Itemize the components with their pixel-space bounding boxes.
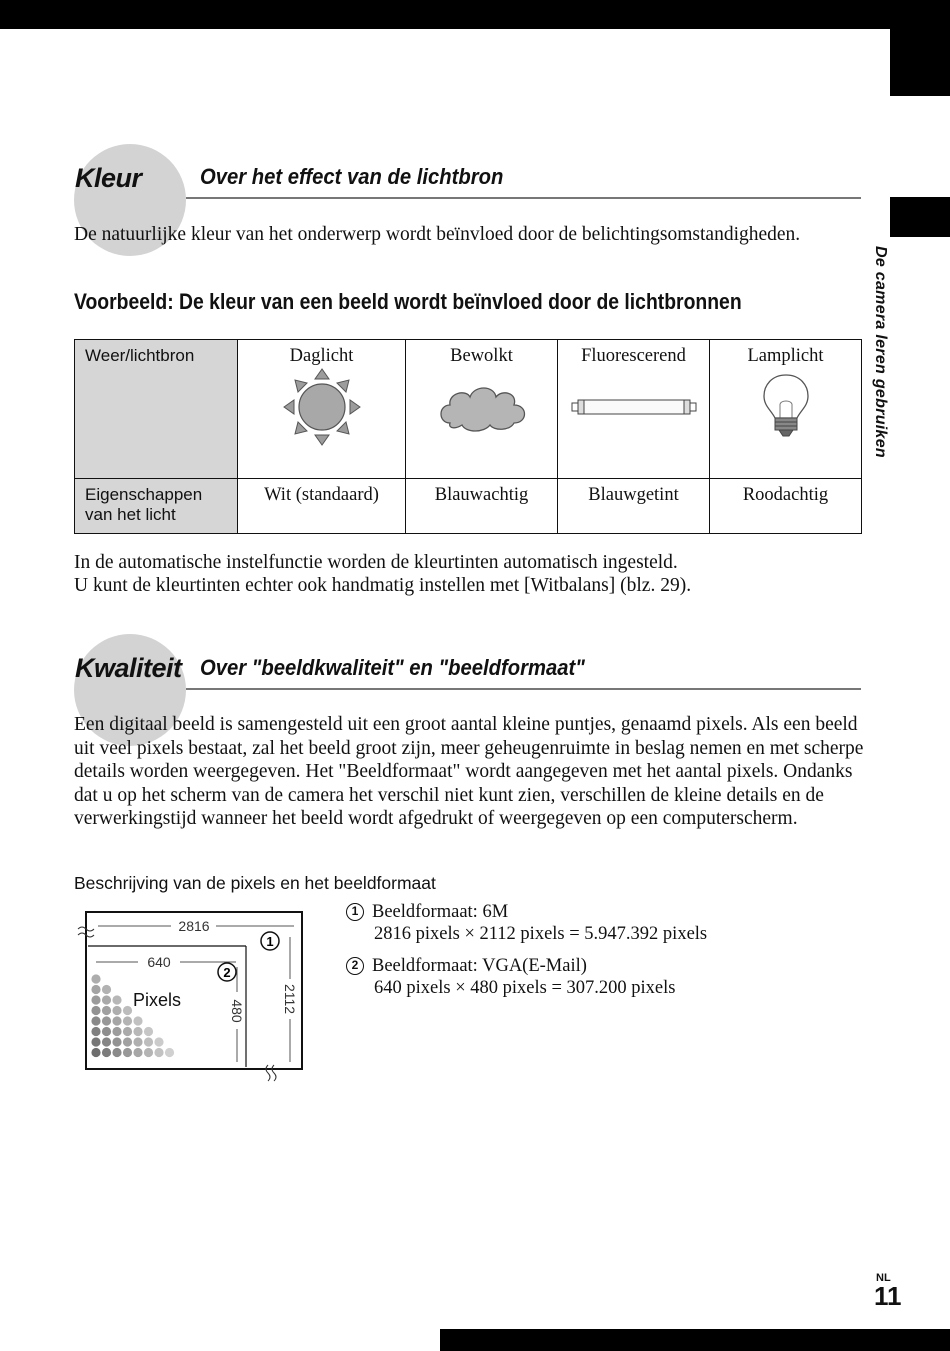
source-label: Daglicht — [289, 346, 354, 366]
label-pixels: Pixels — [133, 990, 182, 1010]
pixel-dot — [133, 1048, 142, 1057]
item-title: Beeldformaat: 6M — [372, 902, 509, 922]
note-line-1: In de automatische instelfunctie worden de kleurtinten automatisch ingesteld. — [74, 552, 678, 573]
pixel-dot — [102, 1027, 111, 1036]
section-title-kleur: Kleur — [75, 163, 142, 193]
pixel-dot — [154, 1037, 163, 1046]
table-cell-source — [558, 340, 710, 479]
pixel-dot — [154, 1048, 163, 1057]
pixel-dot — [112, 1006, 121, 1015]
fluorescent-tube-icon — [571, 395, 697, 419]
light-bulb-icon — [761, 372, 811, 442]
pixel-dot — [91, 1027, 100, 1036]
pixel-dot — [133, 1027, 142, 1036]
marker-1: 1 — [266, 934, 274, 949]
section-rule — [186, 197, 861, 199]
source-label: Fluorescerend — [581, 346, 686, 366]
table-cell-property: Wit (standaard) — [238, 479, 406, 534]
pixel-dot — [112, 1016, 121, 1025]
sun-icon — [282, 367, 362, 447]
top-bar — [0, 0, 950, 29]
section-rule — [186, 688, 861, 690]
source-label: Lamplicht — [747, 346, 824, 366]
note-line-2: U kunt de kleurtinten echter ook handmatig instellen met [Witbalans] (blz. 29). — [74, 575, 692, 596]
list-item — [346, 901, 707, 945]
table-cell-property: Blauwgetint — [558, 479, 710, 534]
corner-tab — [890, 0, 950, 96]
pixel-dot — [91, 1048, 100, 1057]
intro-text: De natuurlijke kleur van het onderwerp wordt beïnvloed door de belichtingsomstandigheden. — [74, 224, 801, 245]
pixel-dot — [133, 1016, 142, 1025]
table-cell-source — [710, 340, 862, 479]
table-cell-source — [238, 340, 406, 479]
table-cell-property: Roodachtig — [710, 479, 862, 534]
section-subtitle: Over "beeldkwaliteit" en "beeldformaat" — [200, 655, 585, 680]
pixel-dot — [144, 1048, 153, 1057]
label-480: 480 — [229, 999, 245, 1023]
pixel-dot — [165, 1048, 174, 1057]
pixel-dot — [144, 1037, 153, 1046]
pixel-dot — [102, 1016, 111, 1025]
item-detail: 2816 pixels × 2112 pixels = 5.947.392 pixels — [374, 924, 708, 944]
item-detail: 640 pixels × 480 pixels = 307.200 pixels — [374, 978, 676, 998]
marker-2: 2 — [223, 965, 231, 980]
pixel-dot — [112, 1048, 121, 1057]
cloud-icon — [436, 379, 528, 435]
page-number: 11 — [874, 1281, 902, 1311]
list-item — [346, 955, 675, 999]
pixel-dot — [123, 1037, 132, 1046]
pixel-dot — [112, 1037, 121, 1046]
source-label: Bewolkt — [450, 346, 513, 366]
pixel-dot — [91, 995, 100, 1004]
pixel-dot — [91, 1037, 100, 1046]
pixel-dot — [144, 1027, 153, 1036]
side-tab — [890, 197, 950, 237]
label-2112: 2112 — [282, 983, 298, 1015]
pixel-dot — [102, 1037, 111, 1046]
language-code: NL — [876, 1272, 891, 1284]
light-source-table — [74, 339, 862, 534]
pixel-dot — [102, 1048, 111, 1057]
example-heading: Voorbeeld: De kleur van een beeld wordt beïnvloed door de lichtbronnen — [74, 289, 742, 314]
section-subtitle: Over het effect van de lichtbron — [200, 164, 504, 189]
pixel-dot — [112, 1027, 121, 1036]
pixel-dot — [91, 1006, 100, 1015]
pixel-size-diagram — [76, 907, 316, 1082]
page-number-box — [874, 1272, 902, 1311]
diagram-caption: Beschrijving van de pixels en het beeldformaat — [74, 873, 436, 893]
pixel-dot — [91, 974, 100, 983]
table-header-source: Weer/lichtbron — [75, 340, 238, 479]
side-chapter-label: De camera leren gebruiken — [872, 245, 889, 459]
pixel-dot — [123, 1006, 132, 1015]
marker-2: 2 — [346, 957, 364, 975]
pixel-dot — [91, 1016, 100, 1025]
table-header-property: Eigenschappen van het licht — [75, 479, 238, 534]
section-title-kwaliteit: Kwaliteit — [75, 653, 182, 683]
label-640: 640 — [147, 954, 171, 970]
pixel-dot — [123, 1016, 132, 1025]
pixel-dot — [102, 995, 111, 1004]
pixel-dot — [102, 985, 111, 994]
bottom-bar — [440, 1329, 950, 1351]
body-text: Een digitaal beeld is samengesteld uit een groot aantal kleine puntjes, genaamd pixels. Als een beeld uit veel pixels bestaat, zal het beeld groot zijn, meer geheugenruimte in beslag nemen en met scherpe details worden weergegeven. Het "Beeldformaat" wordt aangegeven met het aantal pixels. Ondanks dat u op het scherm van de camera het verschil niet kunt zien, verschillen de kleine details en de verwerkingstijd wanneer het beeld wordt afgedrukt of weergegeven op een computerscherm. — [74, 714, 864, 829]
table-cell-source — [406, 340, 558, 479]
pixel-dot — [123, 1048, 132, 1057]
pixel-dot — [112, 995, 121, 1004]
pixel-dot — [123, 1027, 132, 1036]
label-2816: 2816 — [178, 918, 210, 934]
pixel-dot — [91, 985, 100, 994]
item-title: Beeldformaat: VGA(E-Mail) — [372, 956, 587, 976]
pixel-dot — [133, 1037, 142, 1046]
pixel-dot — [102, 1006, 111, 1015]
marker-1: 1 — [346, 903, 364, 921]
table-cell-property: Blauwachtig — [406, 479, 558, 534]
